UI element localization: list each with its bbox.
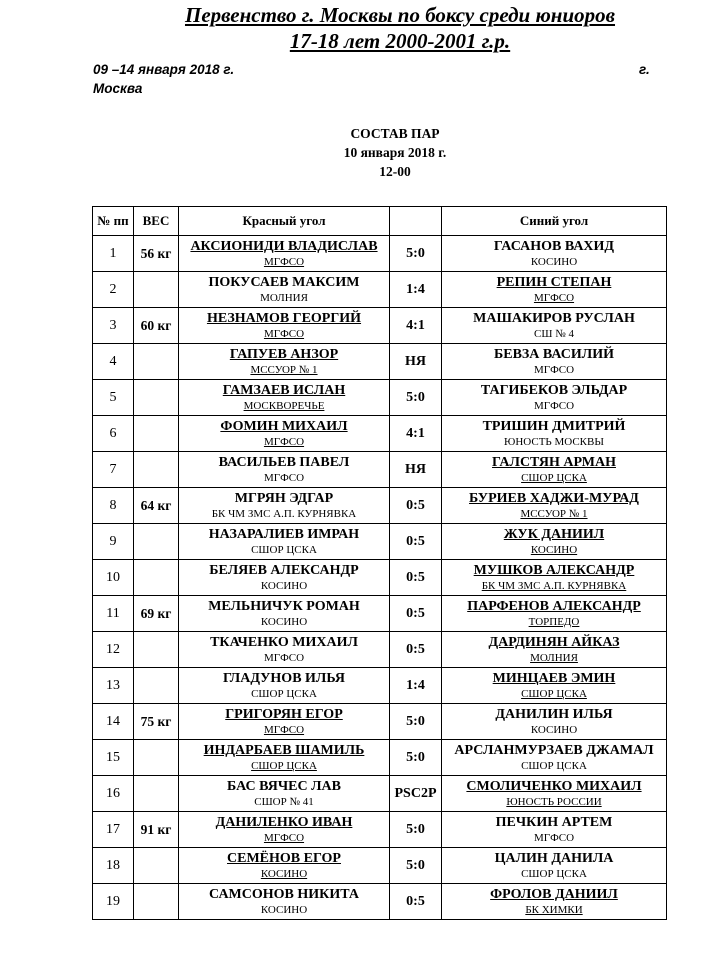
row-number: 9 bbox=[93, 524, 134, 560]
blue-boxer-club: СШОР ЦСКА bbox=[521, 760, 587, 772]
table-row bbox=[93, 344, 667, 380]
red-corner-cell bbox=[179, 740, 390, 776]
blue-boxer-name: ТАГИБЕКОВ ЭЛЬДАР bbox=[480, 383, 628, 398]
weight-class bbox=[134, 452, 179, 488]
row-number: 3 bbox=[93, 308, 134, 344]
red-boxer-name: МЕЛЬНИЧУК РОМАН bbox=[208, 599, 360, 614]
bout-score: 1:4 bbox=[390, 272, 442, 308]
blue-corner-cell bbox=[442, 380, 667, 416]
table-row bbox=[93, 668, 667, 704]
blue-boxer-name: СМОЛИЧЕНКО МИХАИЛ bbox=[466, 779, 642, 794]
red-boxer-club: СШОР № 41 bbox=[254, 796, 314, 808]
red-corner-cell bbox=[179, 524, 390, 560]
red-boxer-club: КОСИНО bbox=[260, 904, 308, 916]
bout-score: 0:5 bbox=[390, 524, 442, 560]
bout-score: 0:5 bbox=[390, 884, 442, 920]
row-number: 4 bbox=[93, 344, 134, 380]
blue-boxer-club: МГФСО bbox=[533, 400, 575, 412]
red-boxer-name: ДАНИЛЕНКО ИВАН bbox=[215, 815, 353, 830]
weight-class: 56 кг bbox=[134, 236, 179, 272]
blue-corner-cell bbox=[442, 632, 667, 668]
red-boxer-club: МГФСО bbox=[263, 472, 305, 484]
bout-score: 1:4 bbox=[390, 668, 442, 704]
blue-boxer-name: РЕПИН СТЕПАН bbox=[496, 275, 612, 290]
red-boxer-club: СШОР ЦСКА bbox=[251, 760, 317, 772]
blue-corner-cell bbox=[442, 848, 667, 884]
blue-boxer-club: СШ № 4 bbox=[534, 328, 574, 340]
row-number: 13 bbox=[93, 668, 134, 704]
blue-boxer-club: КОСИНО bbox=[530, 256, 578, 268]
red-boxer-name: ГАМЗАЕВ ИСЛАН bbox=[222, 383, 346, 398]
bout-score: 5:0 bbox=[390, 848, 442, 884]
blue-boxer-club: КОСИНО bbox=[530, 544, 578, 556]
blue-boxer-club: МГФСО bbox=[533, 832, 575, 844]
blue-boxer-club: МГФСО bbox=[533, 364, 575, 376]
bout-score: 5:0 bbox=[390, 812, 442, 848]
blue-boxer-name: МИНЦАЕВ ЭМИН bbox=[492, 671, 616, 686]
blue-corner-cell bbox=[442, 740, 667, 776]
blue-boxer-club: МГФСО bbox=[533, 292, 575, 304]
red-corner-cell bbox=[179, 668, 390, 704]
table-row bbox=[93, 884, 667, 920]
red-boxer-club: БК ЧМ ЗМС А.П. КУРНЯВКА bbox=[211, 508, 357, 520]
table-row bbox=[93, 848, 667, 884]
red-corner-cell bbox=[179, 812, 390, 848]
red-boxer-name: СЕМЁНОВ ЕГОР bbox=[227, 851, 341, 866]
blue-corner-cell bbox=[442, 416, 667, 452]
blue-boxer-club: СШОР ЦСКА bbox=[521, 472, 587, 484]
table-header-row bbox=[93, 207, 667, 236]
blue-boxer-club: СШОР ЦСКА bbox=[521, 688, 587, 700]
red-boxer-club: МОЛНИЯ bbox=[260, 292, 308, 304]
red-corner-cell bbox=[179, 236, 390, 272]
blue-boxer-name: ЦАЛИН ДАНИЛА bbox=[494, 851, 614, 866]
weight-class bbox=[134, 524, 179, 560]
red-boxer-name: САМСОНОВ НИКИТА bbox=[209, 887, 359, 902]
blue-boxer-club: СШОР ЦСКА bbox=[521, 868, 587, 880]
bout-score: 5:0 bbox=[390, 704, 442, 740]
blue-boxer-name: ТРИШИН ДМИТРИЙ bbox=[482, 419, 626, 434]
red-corner-cell bbox=[179, 308, 390, 344]
table-row bbox=[93, 416, 667, 452]
red-boxer-club: МГФСО bbox=[263, 832, 305, 844]
weight-class bbox=[134, 776, 179, 812]
bout-score: 4:1 bbox=[390, 308, 442, 344]
red-corner-cell bbox=[179, 380, 390, 416]
weight-class: 64 кг bbox=[134, 488, 179, 524]
bout-score: 0:5 bbox=[390, 596, 442, 632]
header-weight: ВЕС bbox=[134, 207, 179, 236]
weight-class bbox=[134, 416, 179, 452]
blue-boxer-club: ЮНОСТЬ МОСКВЫ bbox=[504, 436, 604, 448]
red-boxer-club: СШОР ЦСКА bbox=[251, 544, 317, 556]
row-number: 7 bbox=[93, 452, 134, 488]
weight-class bbox=[134, 272, 179, 308]
blue-boxer-name: МАШАКИРОВ РУСЛАН bbox=[473, 311, 635, 326]
red-boxer-name: ВАСИЛЬЕВ ПАВЕЛ bbox=[218, 455, 350, 470]
row-number: 5 bbox=[93, 380, 134, 416]
blue-boxer-name: АРСЛАНМУРЗАЕВ ДЖАМАЛ bbox=[454, 743, 654, 758]
red-boxer-club: МОСКВОРЕЧЬЕ bbox=[243, 400, 325, 412]
blue-boxer-club: МССУОР № 1 bbox=[520, 508, 588, 520]
weight-class: 75 кг bbox=[134, 704, 179, 740]
row-number: 2 bbox=[93, 272, 134, 308]
blue-boxer-name: ДАРДИНЯН АЙКАЗ bbox=[488, 635, 620, 650]
red-corner-cell bbox=[179, 776, 390, 812]
red-boxer-club: КОСИНО bbox=[260, 868, 308, 880]
event-dates: 09 –14 января 2018 г. bbox=[93, 62, 235, 77]
blue-corner-cell bbox=[442, 344, 667, 380]
red-corner-cell bbox=[179, 452, 390, 488]
section-date: 10 января 2018 г. bbox=[343, 145, 447, 160]
header-blue-corner: Синий угол bbox=[442, 207, 667, 236]
blue-boxer-name: ГАЛСТЯН АРМАН bbox=[492, 455, 616, 470]
red-corner-cell bbox=[179, 596, 390, 632]
blue-boxer-name: ПЕЧКИН АРТЕМ bbox=[495, 815, 613, 830]
row-number: 17 bbox=[93, 812, 134, 848]
red-corner-cell bbox=[179, 272, 390, 308]
table-row bbox=[93, 740, 667, 776]
red-corner-cell bbox=[179, 704, 390, 740]
red-boxer-club: КОСИНО bbox=[260, 616, 308, 628]
weight-class bbox=[134, 668, 179, 704]
red-corner-cell bbox=[179, 416, 390, 452]
red-boxer-club: МГФСО bbox=[263, 652, 305, 664]
bout-score: PSC2P bbox=[390, 776, 442, 812]
header-num: № пп bbox=[93, 207, 134, 236]
red-boxer-name: АКСИОНИДИ ВЛАДИСЛАВ bbox=[190, 239, 378, 254]
section-time: 12-00 bbox=[379, 164, 411, 179]
red-boxer-name: МГРЯН ЭДГАР bbox=[234, 491, 334, 506]
bout-score: НЯ bbox=[390, 344, 442, 380]
blue-boxer-name: ГАСАНОВ ВАХИД bbox=[493, 239, 615, 254]
red-boxer-name: БЕЛЯЕВ АЛЕКСАНДР bbox=[209, 563, 359, 578]
city-suffix: г. bbox=[639, 62, 650, 77]
weight-class bbox=[134, 884, 179, 920]
weight-class bbox=[134, 632, 179, 668]
table-row bbox=[93, 524, 667, 560]
blue-corner-cell bbox=[442, 884, 667, 920]
red-corner-cell bbox=[179, 488, 390, 524]
table-row bbox=[93, 452, 667, 488]
weight-class bbox=[134, 848, 179, 884]
blue-corner-cell bbox=[442, 308, 667, 344]
red-boxer-name: НЕЗНАМОВ ГЕОРГИЙ bbox=[206, 311, 362, 326]
red-boxer-name: ГЛАДУНОВ ИЛЬЯ bbox=[223, 671, 345, 686]
table-row bbox=[93, 272, 667, 308]
bout-score: 0:5 bbox=[390, 488, 442, 524]
weight-class: 69 кг bbox=[134, 596, 179, 632]
red-boxer-club: МГФСО bbox=[263, 436, 305, 448]
row-number: 8 bbox=[93, 488, 134, 524]
row-number: 11 bbox=[93, 596, 134, 632]
row-number: 1 bbox=[93, 236, 134, 272]
blue-boxer-club: ТОРПЕДО bbox=[528, 616, 580, 628]
red-boxer-name: НАЗАРАЛИЕВ ИМРАН bbox=[208, 527, 360, 542]
red-corner-cell bbox=[179, 344, 390, 380]
blue-boxer-club: БК ЧМ ЗМС А.П. КУРНЯВКА bbox=[481, 580, 627, 592]
table-row bbox=[93, 560, 667, 596]
red-boxer-name: ГРИГОРЯН ЕГОР bbox=[225, 707, 343, 722]
bout-score: 5:0 bbox=[390, 380, 442, 416]
blue-boxer-club: МОЛНИЯ bbox=[530, 652, 578, 664]
section-title: СОСТАВ ПАР bbox=[350, 126, 440, 141]
red-boxer-name: БАС ВЯЧЕС ЛАВ bbox=[227, 779, 341, 794]
bout-score: 0:5 bbox=[390, 560, 442, 596]
event-city: Москва bbox=[93, 81, 143, 96]
row-number: 10 bbox=[93, 560, 134, 596]
blue-boxer-club: КОСИНО bbox=[530, 724, 578, 736]
red-boxer-club: МГФСО bbox=[263, 256, 305, 268]
table-row bbox=[93, 632, 667, 668]
weight-class bbox=[134, 560, 179, 596]
red-corner-cell bbox=[179, 632, 390, 668]
row-number: 16 bbox=[93, 776, 134, 812]
blue-corner-cell bbox=[442, 452, 667, 488]
blue-boxer-name: ДАНИЛИН ИЛЬЯ bbox=[495, 707, 613, 722]
row-number: 19 bbox=[93, 884, 134, 920]
table-row bbox=[93, 488, 667, 524]
red-corner-cell bbox=[179, 848, 390, 884]
blue-boxer-name: ФРОЛОВ ДАНИИЛ bbox=[490, 887, 618, 902]
blue-corner-cell bbox=[442, 524, 667, 560]
weight-class: 60 кг bbox=[134, 308, 179, 344]
bout-score: 5:0 bbox=[390, 236, 442, 272]
red-boxer-name: ФОМИН МИХАИЛ bbox=[220, 419, 348, 434]
header-score bbox=[390, 207, 442, 236]
red-boxer-club: МССУОР № 1 bbox=[250, 364, 318, 376]
row-number: 6 bbox=[93, 416, 134, 452]
red-boxer-club: КОСИНО bbox=[260, 580, 308, 592]
weight-class: 91 кг bbox=[134, 812, 179, 848]
table-row bbox=[93, 812, 667, 848]
blue-corner-cell bbox=[442, 776, 667, 812]
blue-boxer-club: ЮНОСТЬ РОССИИ bbox=[506, 796, 602, 808]
table-row bbox=[93, 308, 667, 344]
table-row bbox=[93, 596, 667, 632]
blue-corner-cell bbox=[442, 668, 667, 704]
doc-title-line-1: Первенство г. Москвы по боксу среди юниоров bbox=[184, 3, 616, 27]
red-corner-cell bbox=[179, 560, 390, 596]
weight-class bbox=[134, 380, 179, 416]
blue-corner-cell bbox=[442, 596, 667, 632]
blue-corner-cell bbox=[442, 236, 667, 272]
blue-boxer-name: БЕВЗА ВАСИЛИЙ bbox=[493, 347, 614, 362]
table-row bbox=[93, 704, 667, 740]
table-row bbox=[93, 236, 667, 272]
bout-score: 0:5 bbox=[390, 632, 442, 668]
blue-corner-cell bbox=[442, 272, 667, 308]
row-number: 12 bbox=[93, 632, 134, 668]
blue-corner-cell bbox=[442, 704, 667, 740]
blue-corner-cell bbox=[442, 812, 667, 848]
red-corner-cell bbox=[179, 884, 390, 920]
row-number: 18 bbox=[93, 848, 134, 884]
row-number: 14 bbox=[93, 704, 134, 740]
blue-boxer-name: МУШКОВ АЛЕКСАНДР bbox=[473, 563, 635, 578]
header-red-corner: Красный угол bbox=[179, 207, 390, 236]
bout-score: 4:1 bbox=[390, 416, 442, 452]
red-boxer-club: МГФСО bbox=[263, 328, 305, 340]
blue-corner-cell bbox=[442, 560, 667, 596]
blue-boxer-name: ЖУК ДАНИИЛ bbox=[503, 527, 605, 542]
red-boxer-name: ИНДАРБАЕВ ШАМИЛЬ bbox=[203, 743, 365, 758]
row-number: 15 bbox=[93, 740, 134, 776]
table-body bbox=[93, 236, 667, 920]
red-boxer-name: ПОКУСАЕВ МАКСИМ bbox=[208, 275, 360, 290]
red-boxer-name: ГАПУЕВ АНЗОР bbox=[229, 347, 339, 362]
table-row bbox=[93, 776, 667, 812]
blue-boxer-name: БУРИЕВ ХАДЖИ-МУРАД bbox=[469, 491, 639, 506]
table-row bbox=[93, 380, 667, 416]
red-boxer-club: СШОР ЦСКА bbox=[251, 688, 317, 700]
weight-class bbox=[134, 740, 179, 776]
doc-title-line-2: 17-18 лет 2000-2001 г.р. bbox=[289, 29, 511, 53]
bout-score: НЯ bbox=[390, 452, 442, 488]
blue-corner-cell bbox=[442, 488, 667, 524]
bout-score: 5:0 bbox=[390, 740, 442, 776]
red-boxer-club: МГФСО bbox=[263, 724, 305, 736]
weight-class bbox=[134, 344, 179, 380]
blue-boxer-club: БК ХИМКИ bbox=[525, 904, 583, 916]
pairs-table bbox=[92, 206, 667, 920]
blue-boxer-name: ПАРФЕНОВ АЛЕКСАНДР bbox=[467, 599, 641, 614]
red-boxer-name: ТКАЧЕНКО МИХАИЛ bbox=[210, 635, 358, 650]
